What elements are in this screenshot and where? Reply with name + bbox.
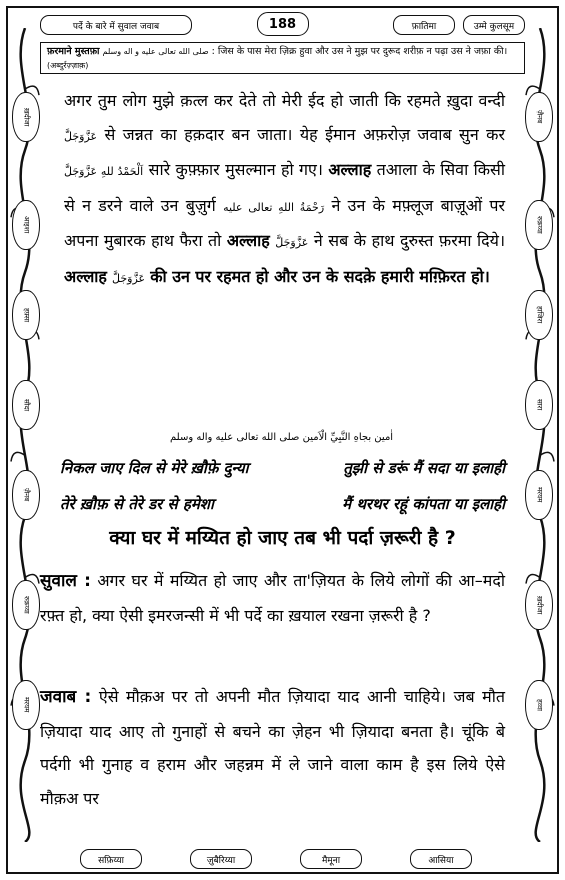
margin-badge: सारा (525, 380, 553, 430)
header-title: पर्दे के बारे में सुवाल जवाब (40, 15, 192, 35)
body-text: अगर तुम लोग मुझे क़त्ल कर देते तो मेरी ईद हो जाती कि रहमते ख़ुदा वन्दी (64, 91, 505, 110)
margin-badge: ख़दीजा (12, 92, 40, 142)
footer-name: मैमूना (300, 849, 362, 869)
body-text: तआला के सिवा किसी से न डरने वाले उन बुज़ुर्ग (64, 160, 505, 215)
hadith-text: : जिस के पास मेरा ज़िक्र हुवा और उस ने मुझ पर दुरूद शरीफ़ न पढ़ा उस ने जफ़ा की। (211, 46, 508, 57)
hadith-box (40, 42, 525, 74)
margin-badge: ख़दीजा (525, 580, 553, 630)
question-text: अगर घर में मय्यित हो जाए और ता'ज़ियत के लिये लोगों की आ–मदो रफ़्त हो, क्या ऐसी इमरजन्सी में भी पर्दे का ख़याल रखना ज़रूरी है ? (40, 571, 505, 625)
margin-badge: रुक़य्या (12, 580, 40, 630)
hadith-lead: फ़रमाने मुस्तफ़ा (47, 46, 100, 57)
margin-badge: रुक़य्या (525, 200, 553, 250)
verse-half: निकल जाए दिल से मेरे ख़ौफ़े दुन्या (60, 459, 249, 477)
margin-badge: मरयम (525, 470, 553, 520)
body-text: से जन्नत का हक़दार बन जाता। येह ईमान अफ़रोज़ जवाब सुन कर (104, 124, 505, 144)
margin-badge: आइशा (12, 200, 40, 250)
margin-badge: हाजिरा (525, 290, 553, 340)
answer-text: ऐसे मौक़अ पर तो अपनी मौत ज़ियादा याद आनी चाहिये। जब मौत ज़ियादा याद आए तो गुनाहों से बचने का ज़ेहन भी ज़ियादा बनता है। चूंकि बे पर्दगी भी गुनाह व हराम और जहन्नम में ले जाने वाला काम है इस लिये ऐसे मौक़अ पर (40, 687, 505, 808)
footer-name: ज़ुबैरिय्या (190, 849, 252, 869)
header-name-label: फ़ातिमा (393, 15, 455, 35)
allah-word: अल्लाह (226, 231, 270, 251)
allah-word: अल्लाह (328, 160, 372, 180)
hadith-source: (अब्दुर्रज़्ज़ाक़) (47, 61, 89, 70)
footer-name: सफ़िय्या (80, 849, 142, 869)
allah-word: अल्लाह (64, 266, 107, 286)
verse-half: मैं थरथर रहूं कांपता या इलाही (342, 495, 505, 513)
section-heading: क्या घर में मय्यित हो जाए तब भी पर्दा ज़रूरी है ? (109, 527, 456, 549)
page-header (40, 12, 525, 36)
margin-badge: ज़ैनब (525, 92, 553, 142)
arabic-phrase: رَحْمَةُ اللهِ تعالى عليه (223, 200, 325, 214)
arabic-phrase: اَلْحَمْدُ للهِ عَزَّوَجَلَّ (64, 165, 144, 179)
body-text: सारे कुफ़्फ़ार मुसल्मान हो गए। (148, 160, 323, 180)
header-corner-label: उम्मे कुलसूम (463, 15, 525, 35)
margin-badge: हव्वा (525, 680, 553, 730)
footer-name: आसिया (410, 849, 472, 869)
main-paragraph (64, 84, 505, 296)
margin-badge: सौदा (12, 380, 40, 430)
body-text: ने उन के मफ़्लूज बाज़ूओं पर अपना मुबारक हाथ फैरा तो (64, 195, 506, 251)
page-footer (40, 846, 525, 870)
arabic-phrase: عَزَّوَجَلَّ (275, 236, 309, 250)
page-number: 188 (257, 12, 309, 36)
dua-line: اٰمين بجاهِ النَّبِيِّ الْاَمين صلى الله تعالى عليه واله وسلم (170, 432, 394, 443)
margin-badge: ज़ैनब (12, 470, 40, 520)
verse-half: तेरे ख़ौफ़ से तेरे डर से हमेशा (60, 495, 214, 513)
body-text: ने सब के हाथ दुरुस्त फ़रमा दिये। (313, 231, 506, 251)
margin-badge: हफ़्सा (12, 290, 40, 340)
arabic-phrase: عَزَّوَجَلَّ (64, 129, 98, 143)
margin-badge: मरयम (12, 680, 40, 730)
verse-half: तुझी से डरूं मैं सदा या इलाही (343, 459, 505, 477)
arabic-phrase: عَزَّوَجَلَّ (112, 271, 146, 285)
question-block (40, 564, 505, 632)
answer-label: जवाब : (40, 687, 92, 707)
hadith-salutation: صلى الله تعالى عليه و اله وسلم (102, 47, 209, 56)
answer-block (40, 680, 505, 815)
question-label: सुवाल : (40, 571, 91, 591)
body-text-bold: की उन पर रहमत हो और उन के सदक़े हमारी मग़्फ़िरत हो। (150, 266, 490, 286)
